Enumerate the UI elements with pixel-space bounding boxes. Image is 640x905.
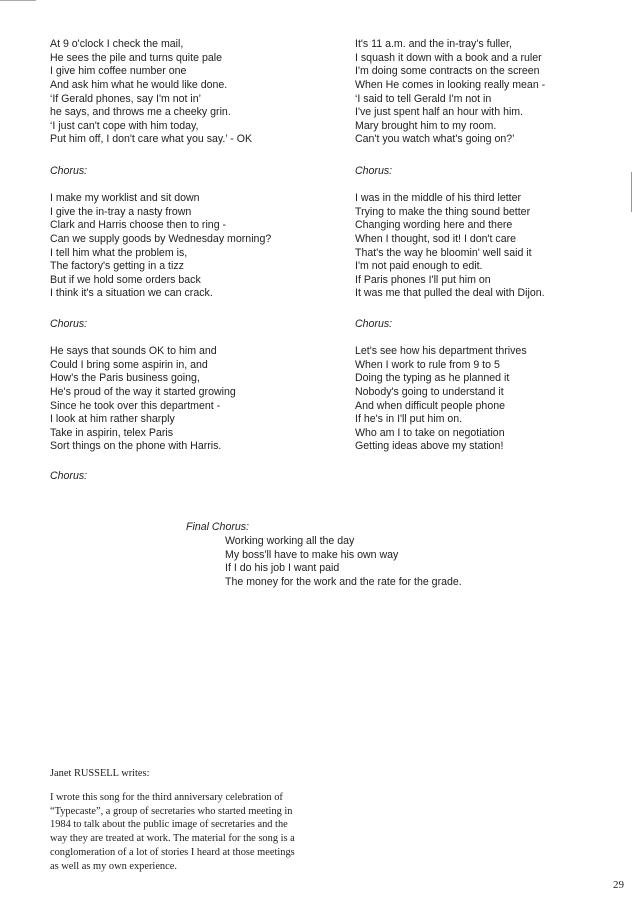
text-line: That's the way he bloomin' well said it [355, 246, 532, 259]
text-line: Sort things on the phone with Harris. [50, 440, 222, 453]
text-line: And ask him what he would like done. [50, 78, 228, 91]
text-line: I look at him rather sharply [50, 413, 175, 426]
final-chorus-label: Final Chorus: [186, 521, 249, 533]
text-line: If Paris phones I'll put him on [355, 273, 491, 286]
text-line: Changing wording here and there [355, 219, 513, 232]
note-heading: Janet RUSSELL writes: [50, 768, 150, 779]
text-line: I'm doing some contracts on the screen [355, 65, 540, 78]
text-line: It was me that pulled the deal with Dijon. [355, 287, 545, 300]
text-line: When He comes in looking really mean - [355, 78, 546, 91]
text-line: Put him off, I don't care what you say.’ - OK [50, 133, 253, 146]
text-line: 1984 to talk about the public image of secretaries and the [50, 819, 288, 831]
note-paragraph [50, 791, 295, 873]
text-line: Mary brought him to my room. [355, 119, 497, 132]
right-verse-2 [355, 192, 545, 301]
text-line: He says that sounds OK to him and [50, 345, 217, 357]
text-line: Take in aspirin, telex Paris [50, 426, 174, 439]
text-line: I was in the middle of his third letter [355, 192, 522, 204]
text-line: Nobody's going to understand it [355, 385, 504, 398]
text-line: When I thought, sod it! I don't care [355, 232, 517, 245]
text-line: Who am I to take on negotiation [355, 426, 505, 439]
text-line: Doing the typing as he planned it [355, 372, 510, 385]
text-line: When I work to rule from 9 to 5 [355, 358, 500, 371]
right-verse-1 [355, 38, 545, 147]
text-line: way they are treated at work. The material for the song is a [50, 833, 295, 845]
scan-margin-mark [631, 172, 632, 212]
text-line: I think it's a situation we can crack. [50, 287, 213, 300]
text-line: Since he took over this department - [50, 399, 221, 412]
text-line: ‘I said to tell Gerald I'm not in [355, 92, 492, 105]
text-line: The money for the work and the rate for the grade. [225, 575, 462, 588]
text-line: I give him coffee number one [50, 65, 187, 78]
page-number: 29 [613, 879, 624, 891]
right-chorus-2: Chorus: [355, 318, 393, 330]
text-line: Clark and Harris choose then to ring - [50, 219, 227, 232]
text-line: It's 11 a.m. and the in-tray's fuller, [355, 38, 512, 50]
text-line: How's the Paris business going, [50, 372, 200, 385]
text-line: Can we supply goods by Wednesday morning? [50, 232, 272, 245]
left-verse-2 [50, 192, 271, 301]
text-line: Can't you watch what's going on?’ [355, 133, 515, 146]
text-line: He sees the pile and turns quite pale [50, 51, 222, 64]
text-line: Working working all the day [225, 535, 355, 547]
left-chorus-2: Chorus: [50, 318, 88, 330]
text-line: “Typecaste”, a group of secretaries who started meeting in [50, 805, 293, 817]
text-line: I tell him what the problem is, [50, 246, 188, 259]
right-chorus-1: Chorus: [355, 165, 393, 177]
text-line: But if we hold some orders back [50, 273, 201, 286]
left-chorus-1: Chorus: [50, 165, 88, 177]
text-line: At 9 o'clock I check the mail, [50, 38, 184, 50]
text-line: I've just spent half an hour with him. [355, 106, 524, 119]
text-line: ‘If Gerald phones, say I'm not in’ [50, 92, 201, 105]
final-chorus-lines [225, 535, 462, 590]
text-line: conglomeration of a lot of stories I heard at those meetings [50, 846, 295, 858]
text-line: I give the in-tray a nasty frown [50, 205, 192, 218]
text-line: If he's in I'll put him on. [355, 413, 463, 426]
left-verse-3 [50, 345, 236, 454]
text-line: Let's see how his department thrives [355, 345, 527, 357]
scan-corner-mark [0, 0, 36, 9]
text-line: I wrote this song for the third anniversary celebration of [50, 792, 283, 803]
text-line: He's proud of the way it started growing [50, 385, 236, 398]
text-line: Could I bring some aspirin in, and [50, 358, 208, 371]
text-line: If I do his job I want paid [225, 562, 340, 575]
text-line: I make my worklist and sit down [50, 192, 200, 204]
text-line: Trying to make the thing sound better [355, 205, 531, 218]
text-line: And when difficult people phone [355, 399, 505, 412]
text-line: as well as my own experience. [50, 860, 177, 872]
text-line: I squash it down with a book and a ruler [355, 51, 542, 64]
left-chorus-3: Chorus: [50, 470, 88, 482]
text-line: ‘I just can't cope with him today, [50, 119, 199, 132]
text-line: My boss'll have to make his own way [225, 548, 399, 561]
left-verse-1 [50, 38, 252, 147]
text-line: he says, and throws me a cheeky grin. [50, 106, 231, 119]
text-line: I'm not paid enough to edit. [355, 260, 483, 273]
text-line: Getting ideas above my station! [355, 440, 504, 453]
right-verse-3 [355, 345, 527, 454]
text-line: The factory's getting in a tizz [50, 260, 184, 273]
